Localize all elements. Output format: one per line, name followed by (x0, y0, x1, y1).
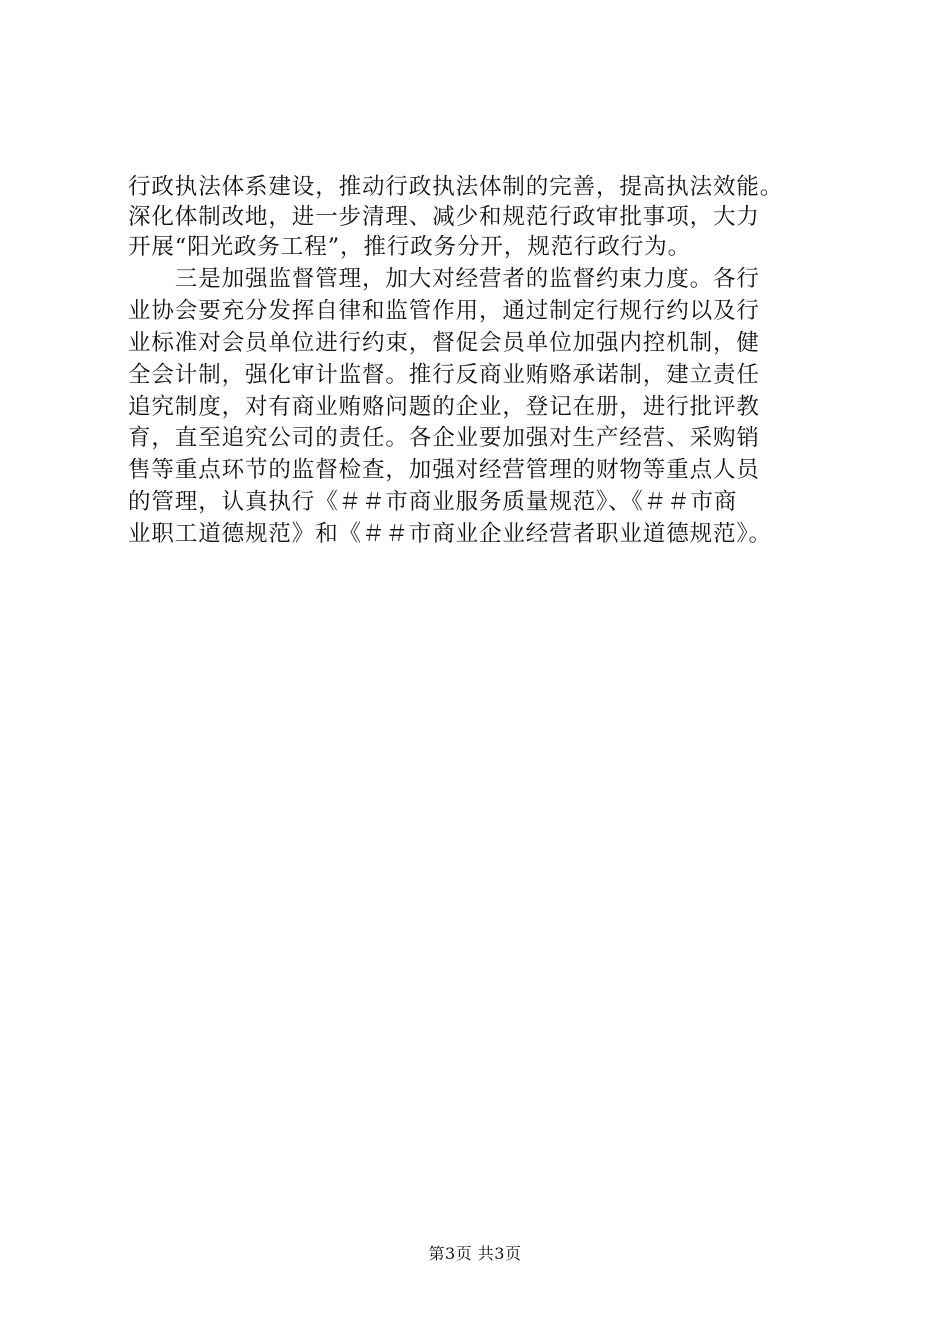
body-text-line: 育，直至追究公司的责任。各企业要加强对生产经营、采购销 (128, 425, 760, 451)
body-text-line: 全会计制，强化审计监督。推行反商业贿赂承诺制，建立责任 (128, 362, 760, 388)
body-text-line: 业职工道德规范》和《＃＃市商业企业经营者职业道德规范》。 (128, 521, 772, 547)
body-text-line: 深化体制改地，进一步清理、减少和规范行政审批事项，大力 (128, 204, 760, 230)
page-number-footer: 第3页 共3页 (428, 1244, 522, 1263)
body-text-line: 售等重点环节的监督检查，加强对经营管理的财物等重点人员 (128, 457, 760, 483)
body-text-line: 开展“阳光政务工程”，推行政务分开，规范行政行为。 (128, 234, 692, 260)
body-text-line: 业协会要充分发挥自律和监管作用，通过制定行规行约以及行 (128, 298, 760, 324)
body-text-line: 三是加强监督管理，加大对经营者的监督约束力度。各行 (128, 266, 760, 292)
body-text-line: 业标准对会员单位进行约束，督促会员单位加强内控机制，健 (128, 330, 760, 356)
body-text-line: 追究制度，对有商业贿赂问题的企业，登记在册，进行批评教 (128, 394, 760, 420)
body-text-line: 行政执法体系建设，推动行政执法体制的完善，提高执法效能。 (128, 174, 784, 200)
body-text-line: 的管理，认真执行《＃＃市商业服务质量规范》、《＃＃市商 (128, 489, 738, 515)
